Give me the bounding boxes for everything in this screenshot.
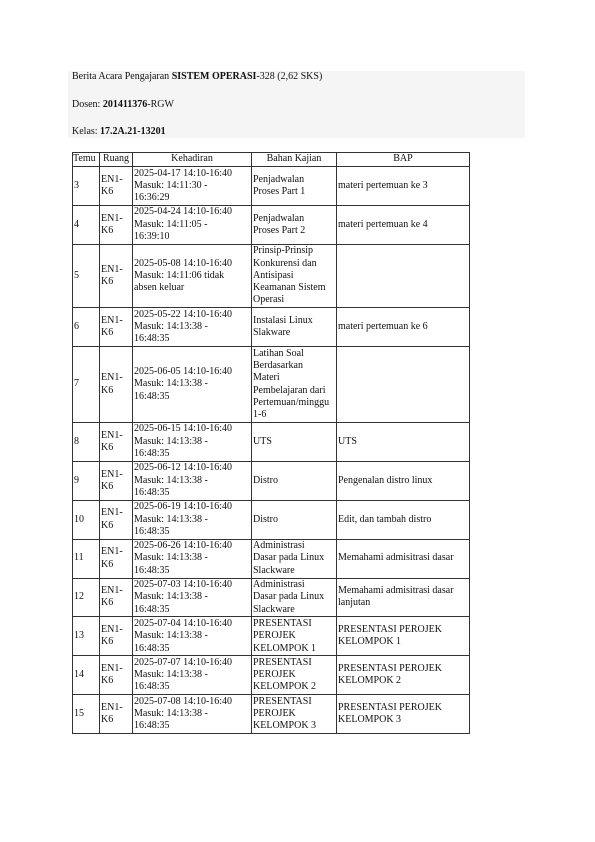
bap-cell: UTS [337, 422, 470, 461]
attendance-cell: 2025-07-04 14:10-16:40 Masuk: 14:13:38 - 16:48:35 [133, 617, 252, 656]
room-cell: EN1- K6 [100, 656, 133, 695]
topic-cell: Administrasi Dasar pada Linux Slackware [252, 578, 337, 617]
table-row [73, 539, 470, 578]
room-cell: EN1- K6 [100, 617, 133, 656]
temu-cell: 4 [73, 205, 100, 244]
temu-cell: 11 [73, 539, 100, 578]
temu-cell: 8 [73, 422, 100, 461]
column-header-kehadiran: Kehadiran [133, 153, 252, 167]
temu-cell: 9 [73, 461, 100, 500]
bap-cell: PRESENTASI PEROJEK KELOMPOK 3 [337, 695, 470, 734]
course-code-credits: -328 (2,62 SKS) [256, 71, 323, 82]
room-cell: EN1- K6 [100, 500, 133, 539]
topic-cell: Administrasi Dasar pada Linux Slackware [252, 539, 337, 578]
room-cell: EN1- K6 [100, 461, 133, 500]
attendance-cell: 2025-05-08 14:10-16:40 Masuk: 14:11:06 tidak absen keluar [133, 244, 252, 308]
bap-cell [337, 244, 470, 308]
bap-cell: PRESENTASI PEROJEK KELOMPOK 1 [337, 617, 470, 656]
attendance-cell: 2025-05-22 14:10-16:40 Masuk: 14:13:38 - 16:48:35 [133, 308, 252, 347]
attendance-cell: 2025-06-19 14:10-16:40 Masuk: 14:13:38 - 16:48:35 [133, 500, 252, 539]
bap-cell: materi pertemuan ke 4 [337, 205, 470, 244]
table-row [73, 578, 470, 617]
table-row [73, 347, 470, 423]
attendance-cell: 2025-07-03 14:10-16:40 Masuk: 14:13:38 - 16:48:35 [133, 578, 252, 617]
temu-cell: 6 [73, 308, 100, 347]
room-cell: EN1- K6 [100, 167, 133, 206]
bap-cell: Edit, dan tambah distro [337, 500, 470, 539]
table-row [73, 244, 470, 308]
room-cell: EN1- K6 [100, 205, 133, 244]
topic-cell: Latihan Soal Berdasarkan Materi Pembelajaran dari Pertemuan/minggu 1-6 [252, 347, 337, 423]
topic-cell: PRESENTASI PEROJEK KELOMPOK 3 [252, 695, 337, 734]
attendance-cell: 2025-06-15 14:10-16:40 Masuk: 14:13:38 - 16:48:35 [133, 422, 252, 461]
room-cell: EN1- K6 [100, 244, 133, 308]
class-line [72, 126, 166, 138]
bap-cell: materi pertemuan ke 3 [337, 167, 470, 206]
table-row [73, 500, 470, 539]
attendance-cell: 2025-06-26 14:10-16:40 Masuk: 14:13:38 - 16:48:35 [133, 539, 252, 578]
attendance-cell: 2025-04-24 14:10-16:40 Masuk: 14:11:05 - 16:39:10 [133, 205, 252, 244]
title-prefix: Berita Acara Pengajaran [72, 71, 172, 82]
topic-cell: Distro [252, 500, 337, 539]
topic-cell: PRESENTASI PEROJEK KELOMPOK 2 [252, 656, 337, 695]
temu-cell: 15 [73, 695, 100, 734]
attendance-cell: 2025-06-12 14:10-16:40 Masuk: 14:13:38 - 16:48:35 [133, 461, 252, 500]
lecturer-label: Dosen: [72, 99, 103, 110]
table-row [73, 167, 470, 206]
temu-cell: 13 [73, 617, 100, 656]
topic-cell: Penjadwalan Proses Part 1 [252, 167, 337, 206]
room-cell: EN1- K6 [100, 347, 133, 423]
room-cell: EN1- K6 [100, 578, 133, 617]
class-label: Kelas: [72, 126, 101, 137]
bap-cell: Memahami admisitrasi dasar [337, 539, 470, 578]
topic-cell: UTS [252, 422, 337, 461]
temu-cell: 5 [73, 244, 100, 308]
document-header [68, 71, 525, 138]
attendance-cell: 2025-07-08 14:10-16:40 Masuk: 14:13:38 - 16:48:35 [133, 695, 252, 734]
table-row [73, 695, 470, 734]
lecturer-line [72, 99, 174, 111]
bap-cell: Memahami admisitrasi dasar lanjutan [337, 578, 470, 617]
table-header-row [73, 153, 470, 167]
bap-cell: Pengenalan distro linux [337, 461, 470, 500]
temu-cell: 3 [73, 167, 100, 206]
class-code: 17.2A.21-13201 [100, 126, 166, 137]
bap-cell: materi pertemuan ke 6 [337, 308, 470, 347]
topic-cell: Distro [252, 461, 337, 500]
table-row [73, 205, 470, 244]
lecturer-code: -RGW [147, 99, 174, 110]
table-row [73, 461, 470, 500]
topic-cell: PRESENTASI PEROJEK KELOMPOK 1 [252, 617, 337, 656]
room-cell: EN1- K6 [100, 539, 133, 578]
course-name: SISTEM OPERASI [171, 71, 257, 82]
column-header-temu: Temu [73, 153, 100, 167]
bap-cell [337, 347, 470, 423]
report-title [72, 71, 322, 83]
table-row [73, 422, 470, 461]
column-header-bap: BAP [337, 153, 470, 167]
topic-cell: Prinsip-Prinsip Konkurensi dan Antisipasi Keamanan Sistem Operasi [252, 244, 337, 308]
room-cell: EN1- K6 [100, 422, 133, 461]
room-cell: EN1- K6 [100, 695, 133, 734]
table-row [73, 308, 470, 347]
attendance-cell: 2025-04-17 14:10-16:40 Masuk: 14:11:30 - 16:36:29 [133, 167, 252, 206]
temu-cell: 14 [73, 656, 100, 695]
room-cell: EN1- K6 [100, 308, 133, 347]
temu-cell: 10 [73, 500, 100, 539]
column-header-ruang: Ruang [100, 153, 133, 167]
lecturer-id: 201411376 [102, 99, 148, 110]
topic-cell: Instalasi Linux Slakware [252, 308, 337, 347]
table-row [73, 656, 470, 695]
attendance-cell: 2025-07-07 14:10-16:40 Masuk: 14:13:38 - 16:48:35 [133, 656, 252, 695]
teaching-record-table [72, 152, 470, 734]
topic-cell: Penjadwalan Proses Part 2 [252, 205, 337, 244]
temu-cell: 12 [73, 578, 100, 617]
temu-cell: 7 [73, 347, 100, 423]
table-row [73, 617, 470, 656]
bap-cell: PRESENTASI PEROJEK KELOMPOK 2 [337, 656, 470, 695]
column-header-bahan-kajian: Bahan Kajian [252, 153, 337, 167]
attendance-cell: 2025-06-05 14:10-16:40 Masuk: 14:13:38 - 16:48:35 [133, 347, 252, 423]
